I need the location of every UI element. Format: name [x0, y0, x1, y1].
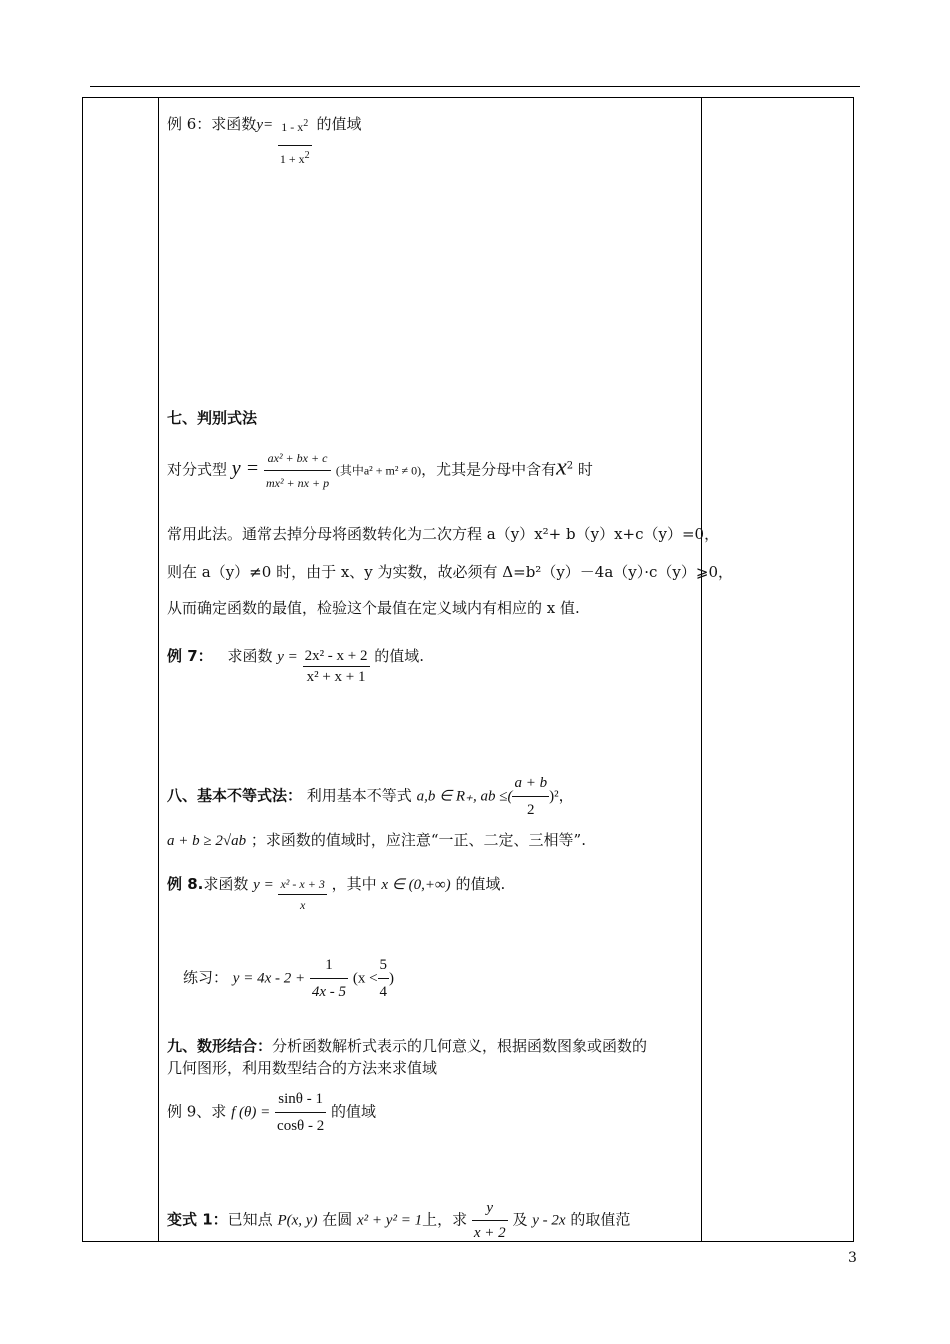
example-8-y: y =: [253, 877, 274, 893]
example-6-fraction: [278, 114, 312, 169]
section-7-numerator: ax² + bx + c: [267, 451, 328, 465]
example-7-numerator: 2x² - x + 2: [304, 648, 368, 664]
section-7-body-2: 则在 a（y）≠0 时，由于 x、y 为实数，故必须有 Δ=b²（y）－4a（y）·c（y）⩾0，: [167, 563, 734, 581]
section-8-note: ；求函数的值域时，应注意“一正、二定、三相等”.: [250, 831, 586, 849]
practice-expression: y = 4x - 2 +: [232, 970, 306, 987]
table-column-left: [82, 97, 159, 1242]
section-8-heading: 八、基本不等式法：: [167, 786, 303, 805]
section-8-inequality: a + b ≥ 2√ab: [167, 833, 247, 849]
section-8-fraction: [512, 770, 549, 823]
example-8-fraction: [278, 874, 326, 915]
section-7-x: x: [556, 454, 567, 481]
variant-1-point: P(x, y): [277, 1212, 318, 1229]
section-7-body-3: 从而确定函数的最值，检验这个最值在定义域内有相应的 x 值.: [167, 599, 580, 617]
example-9-fraction: [275, 1086, 326, 1139]
table-column-right: [701, 97, 854, 1242]
example-8: [167, 874, 505, 915]
section-9-text-1: 分析函数解析式表示的几何意义，根据函数图象或函数的: [272, 1037, 648, 1055]
practice-fraction: [310, 952, 348, 1005]
section-7-x-sup: 2: [566, 460, 574, 472]
variant-1-denominator: x + 2: [472, 1220, 508, 1245]
page-number: 3: [848, 1250, 857, 1266]
example-8-label: 例 8.: [167, 875, 204, 893]
example-6-denominator: $1 + x^2$: [278, 145, 312, 169]
variant-1-and: 及: [512, 1210, 528, 1229]
section-7-formula-line: [167, 446, 593, 495]
example-7-fraction: [303, 646, 370, 687]
section-8-line-2: [167, 830, 586, 851]
example-9: [167, 1086, 376, 1139]
example-7-denominator: x² + x + 1: [303, 666, 370, 687]
practice-condition-denominator: 4: [378, 978, 390, 1005]
section-8-condition: a,b ∈ R₊, ab ≤(: [416, 788, 513, 805]
practice: [183, 952, 394, 1005]
section-7-y: y =: [231, 457, 260, 480]
example-7-y: y =: [277, 649, 298, 665]
section-9-heading: 九、数形结合：: [167, 1037, 273, 1055]
example-9-tail: 的值域: [331, 1102, 377, 1121]
section-8-numerator: a + b: [514, 775, 548, 791]
variant-1-expression: y - 2x: [532, 1212, 566, 1229]
variant-1: [167, 1196, 630, 1245]
example-6-tail: 的值域: [316, 115, 362, 133]
example-6-label: 例 6：求函数: [167, 115, 257, 133]
example-8-numerator: x² - x + 3: [280, 877, 325, 891]
section-8-close: )²，: [549, 788, 574, 805]
section-9-line-1: [167, 1036, 647, 1056]
section-8-line-1: [167, 770, 574, 823]
section-7-heading: 七、判别式法: [167, 409, 258, 427]
practice-condition-numerator: 5: [379, 957, 388, 973]
example-8-denominator: x: [278, 894, 326, 915]
example-7-label: 例 7：: [167, 647, 213, 665]
variant-1-label: 变式 1：: [167, 1210, 228, 1229]
variant-1-tail: 的取值范: [570, 1210, 631, 1229]
example-9-function: f (θ) =: [231, 1104, 271, 1121]
example-6-y: y=: [256, 117, 274, 133]
example-7: [167, 646, 424, 687]
section-8-denominator: 2: [512, 796, 549, 823]
header-rule: [90, 86, 860, 87]
practice-condition-open: (x <: [352, 970, 378, 987]
section-9-line-2: 几何图形，利用数型结合的方法来求值域: [167, 1059, 438, 1077]
section-8-text: 利用基本不等式: [306, 786, 412, 805]
practice-numerator: 1: [325, 957, 333, 973]
variant-1-fraction: [472, 1196, 508, 1245]
example-8-condition: x ∈ (0,+∞): [381, 877, 451, 893]
variant-1-mid: 在圆: [322, 1210, 353, 1229]
example-8-tail: 的值域.: [455, 875, 506, 893]
practice-label: 练习：: [183, 968, 229, 987]
variant-1-text: 已知点: [227, 1210, 273, 1229]
example-8-mid: ，其中: [331, 875, 377, 893]
section-7-fraction: [264, 446, 331, 495]
section-7-condition-tail: ，尤其是分母中含有: [421, 460, 557, 479]
variant-1-numerator: y: [486, 1200, 494, 1216]
example-9-numerator: sinθ - 1: [278, 1091, 323, 1107]
example-9-label: 例 9、求: [167, 1102, 227, 1121]
example-7-text: 求函数: [227, 647, 273, 665]
section-7-time: 时: [577, 460, 593, 479]
variant-1-on: 上，求: [422, 1210, 468, 1229]
practice-condition-fraction: [378, 952, 390, 1005]
example-6: [167, 114, 361, 169]
practice-denominator: 4x - 5: [310, 978, 348, 1005]
example-7-tail: 的值域.: [374, 647, 425, 665]
example-6-numerator: $1 - x^2$: [281, 118, 309, 134]
variant-1-circle: x² + y² = 1: [357, 1212, 423, 1229]
section-7-intro: 对分式型: [167, 460, 228, 479]
section-7-body-1: 常用此法。通常去掉分母将函数转化为二次方程 a（y）x²+ b（y）x+c（y）=0，: [167, 525, 720, 543]
section-7-condition: (其中a² + m² ≠ 0): [335, 463, 422, 478]
section-7-denominator: mx² + nx + p: [264, 470, 331, 495]
example-8-text: 求函数: [203, 875, 249, 893]
practice-condition-close: ): [389, 970, 395, 987]
example-9-denominator: cosθ - 2: [275, 1112, 326, 1139]
